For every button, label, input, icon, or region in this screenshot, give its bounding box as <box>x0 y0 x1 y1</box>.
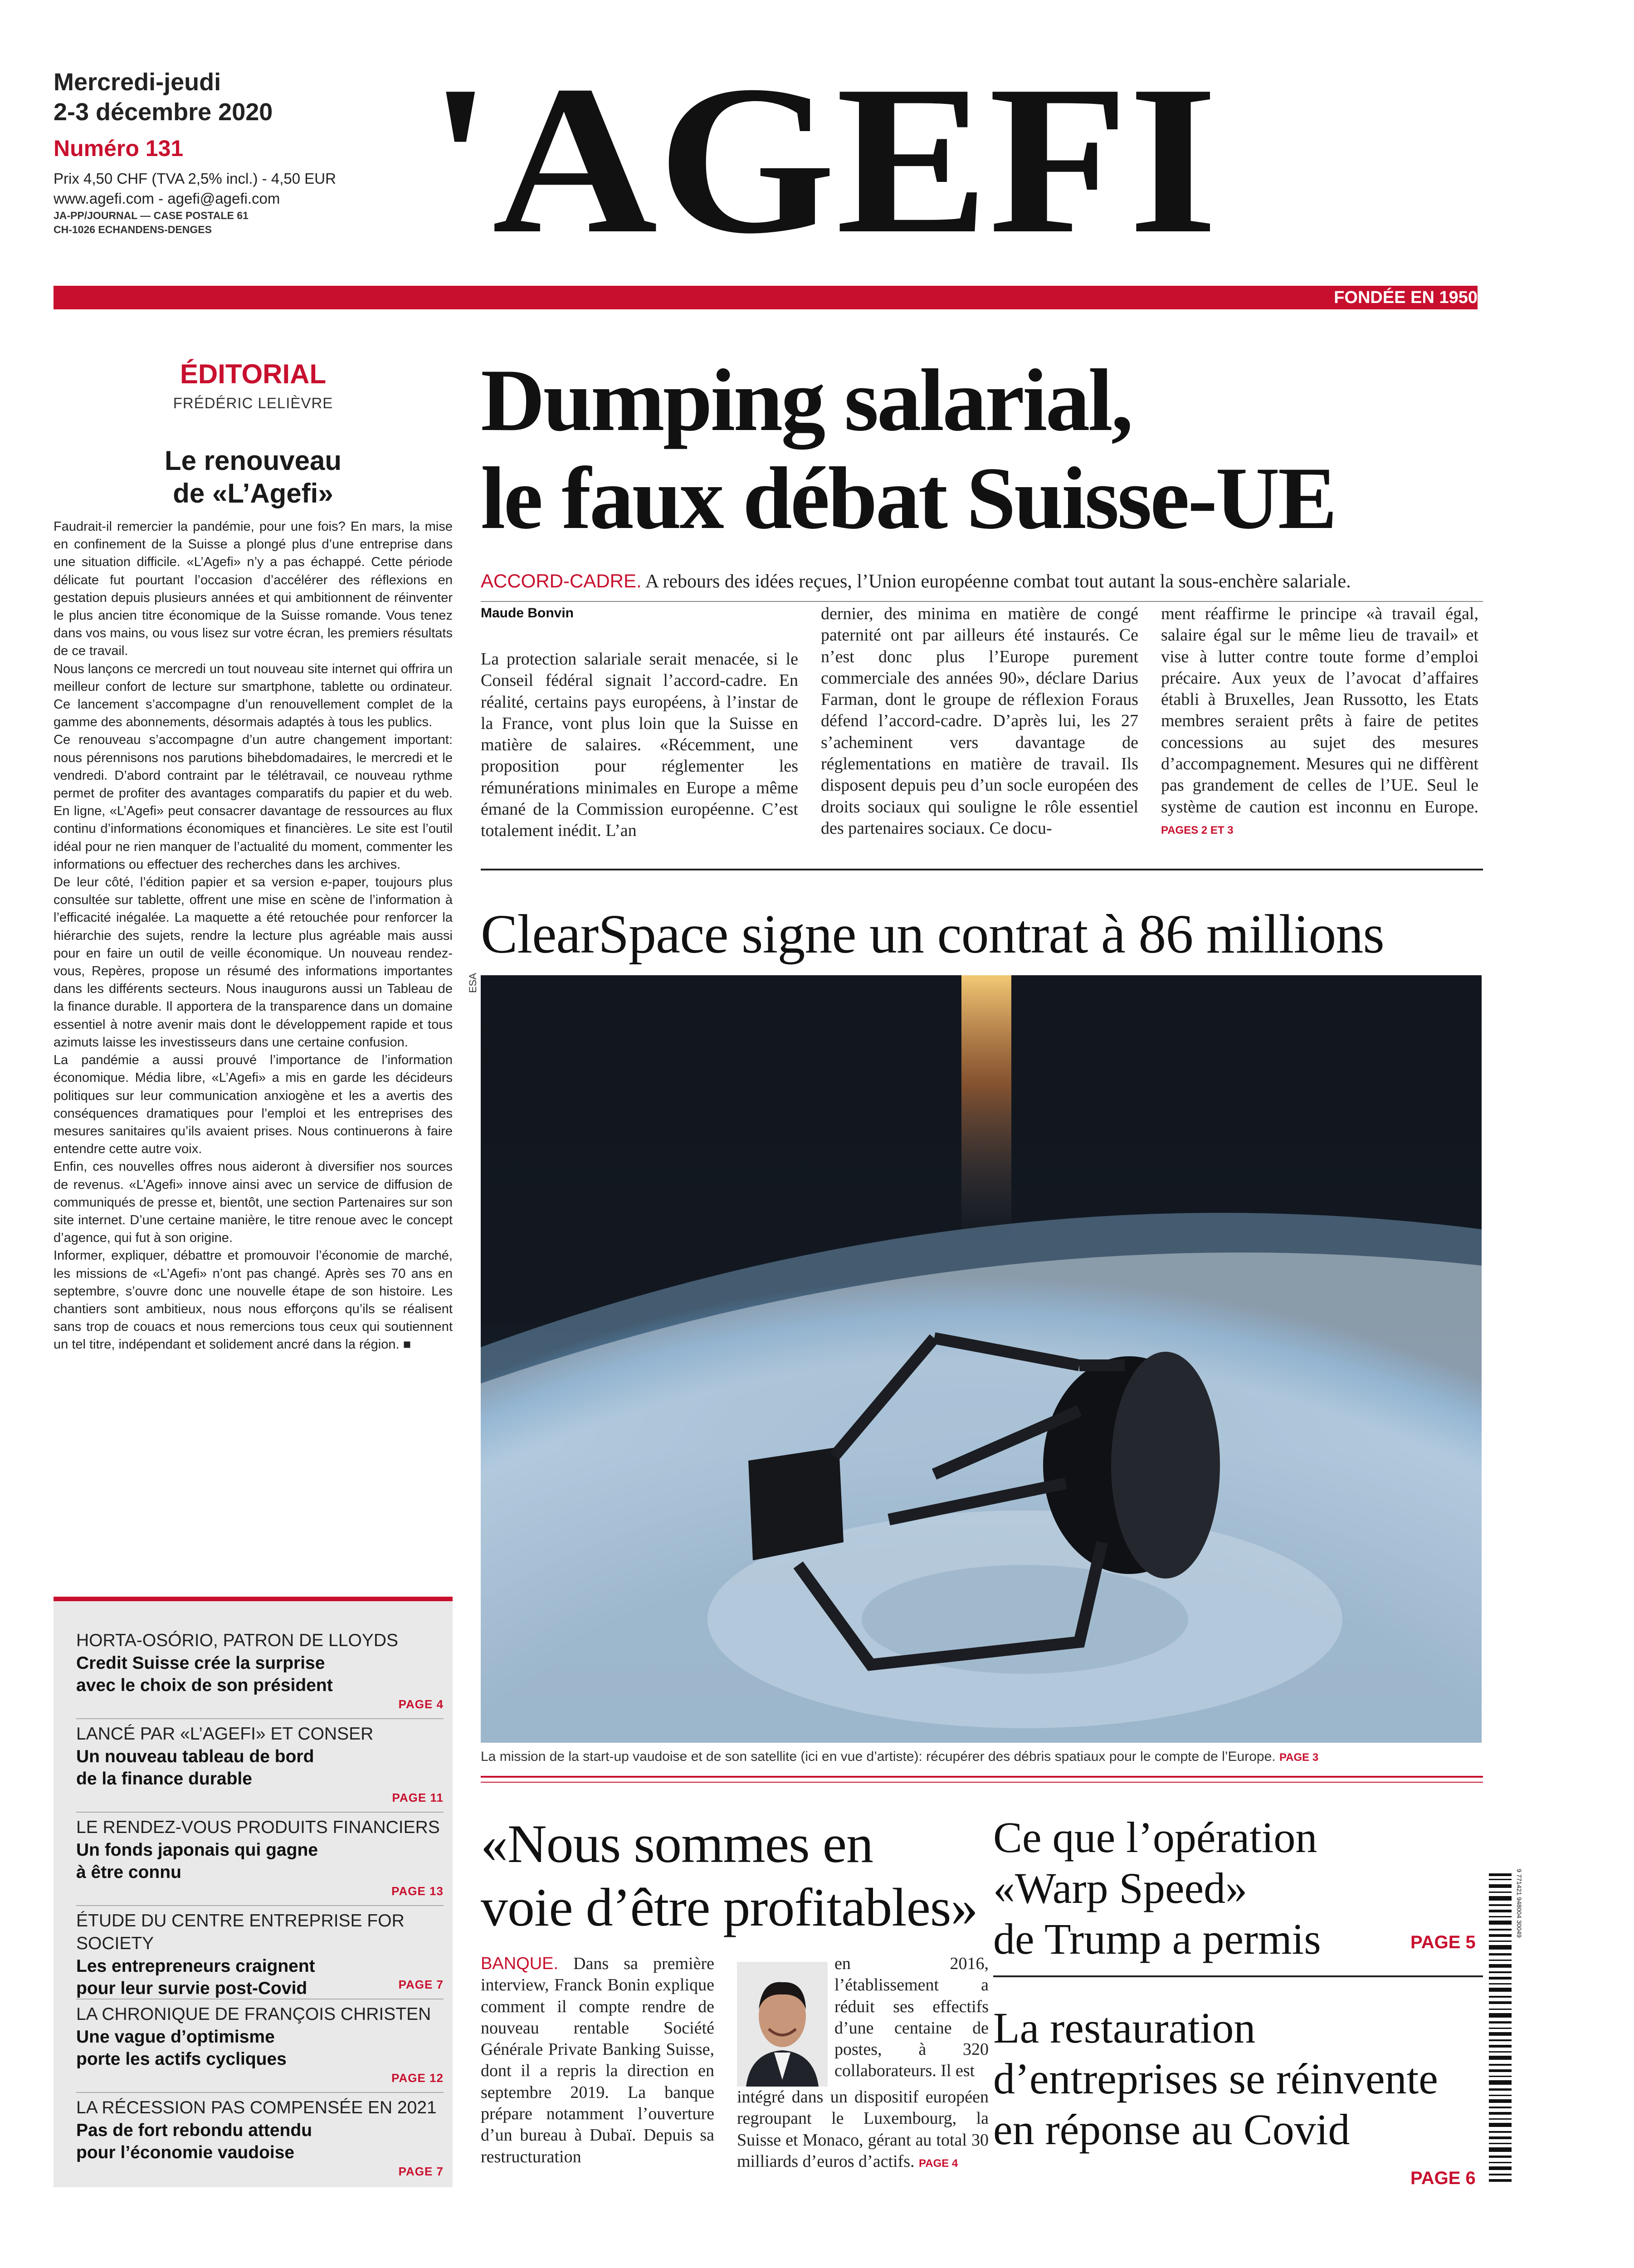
interview-headline[interactable] <box>481 1812 989 1939</box>
teaser-title: pour l’économie vaudoise <box>76 2143 295 2162</box>
teaser-page-ref[interactable]: PAGE 7 <box>398 2165 444 2178</box>
lead-kicker: ACCORD-CADRE. <box>481 570 642 591</box>
teaser-item[interactable] <box>76 1629 444 1711</box>
postal-line-1: JA-PP/JOURNAL — CASE POSTALE 61 <box>54 210 249 221</box>
editorial-paragraph: Enfin, ces nouvelles offres nous aideront à diversifier nos sources de revenus. «L’Agefi» innove ainsi avec un service de diffusion de communiqués de presse et, bientôt, une section Partenaires sur son site internet. D’une certaine manière, le titre renoue avec le concept d’agence, qui fut à son origine. <box>54 1159 453 1246</box>
lead-column-3 <box>1161 603 1478 837</box>
teaser-item[interactable] <box>76 2003 444 2085</box>
interview-text-2: intégré dans un dispositif européen regroupant le Luxembourg, la Suisse et Monaco, gérant au total 30 milliards d’euros d’actifs. <box>737 2087 989 2171</box>
editorial-paragraph: De leur côté, l’édition papier et sa version e-paper, toujours plus consultée sur tablette, offrent une mise en scène de l’information à l’efficacité inégalée. La maquette a été retouchée pour renforcer la hiérarchie des sujets, rendre la lecture plus agréable mais aussi pour en faire un outil de veille économique. Un nouveau rendez-vous, Repères, propose un résumé des informations importantes dans les différents secteurs. Nous inaugurons aussi un Tableau de la finance durable. Il apportera de la transparence dans un domaine essentiel à notre avenir mais dont le développement rapide et tous azimuts laisse les investisseurs dans une certaine confusion. <box>54 875 453 1050</box>
date-line-1: Mercredi-jeudi <box>54 68 221 96</box>
restauration-line-3: en réponse au Covid <box>993 2105 1350 2154</box>
teaser-title: à être connu <box>76 1862 181 1882</box>
barcode <box>1489 1864 1523 2191</box>
restauration-page-ref[interactable]: PAGE 6 <box>1410 2168 1476 2188</box>
postal-info <box>54 209 249 237</box>
logo-text: 'AGEFI <box>429 41 1218 278</box>
sun-beam <box>961 975 1011 1247</box>
section-divider <box>481 869 1483 870</box>
warp-speed-headline[interactable] <box>993 1812 1469 1965</box>
lead-standfirst-text: A rebours des idées reçues, l’Union européenne combat tout autant la sous-enchère salariale. <box>641 571 1351 592</box>
teaser-page-ref[interactable]: PAGE 4 <box>398 1697 444 1711</box>
teaser-title: Un nouveau tableau de bord <box>76 1747 314 1766</box>
teaser-item[interactable] <box>76 2097 444 2178</box>
interview-page-ref[interactable]: PAGE 4 <box>919 2157 958 2170</box>
lead-headline-line-2: le faux débat Suisse-UE <box>481 449 1336 547</box>
teaser-title: Les entrepreneurs craignent <box>76 1956 315 1976</box>
teaser-title: pour leur survie post-Covid <box>76 1979 307 1998</box>
lead-column-3-text: ment réaffirme le principe «à travail égal, salaire égal sur le même lieu de travail» et vise à lutter contre toute forme d’emploi précaire. Aux yeux de l’avocat d’affaires établi à Bruxelles, Jean Russotto, les Etats membres seraient prêts à faire de petites concessions au sujet des mesures d’accompagnement. Mesures qui ne diffèrent pas grandement de celles de l’UE. Seul le système de caution est inconnu en Europe. <box>1161 604 1478 816</box>
editorial-title-line-2: de «L’Agefi» <box>173 478 333 508</box>
teaser-item[interactable] <box>76 1816 444 1898</box>
barcode-digits: 9 771421 948004 30049 <box>1516 1869 1523 1938</box>
restauration-headline[interactable] <box>993 2003 1488 2155</box>
section-divider-red-thin <box>481 1782 1483 1783</box>
teaser-kicker: HORTA-OSÓRIO, PATRON DE LLOYDS <box>76 1631 399 1650</box>
edition-date <box>54 67 273 127</box>
postal-line-2: CH-1026 ECHANDENS-DENGES <box>54 224 212 235</box>
teaser-kicker: LE RENDEZ-VOUS PRODUITS FINANCIERS <box>76 1818 440 1837</box>
editorial-paragraph: Faudrait-il remercier la pandémie, pour une fois? En mars, la mise en confinement de la Suisse a plongé plus d’une entreprise dans une situation difficile. «L’Agefi» n’y a pas échappé. Cette période délicate fut pourtant l’occasion d’accélérer des réflexions en gestation depuis plusieurs années et qui ambitionnent de réinventer le plus ancien titre économique de la Suisse romande. Vous tenez dans vos mains, ou vous lisez sur votre écran, les premiers résultats de ce travail. <box>54 519 453 659</box>
photo-credit: ESA <box>467 973 478 993</box>
lead-headline[interactable] <box>481 352 1483 547</box>
lead-column-1: La protection salariale serait menacée, si le Conseil fédéral signait l’accord-cadre. En réalité, certains pays européens, à l’instar de la France, vont plus loin que la Suisse en matière de salaires. «Récemment, une proposition pour réglementer les rémunérations minimales en Europe a même émané de la Commission européenne. C’est totalement inédit. L’an <box>481 650 798 841</box>
teaser-kicker: ÉTUDE DU CENTRE ENTREPRISE FOR SOCIETY <box>76 1911 405 1953</box>
price-line: Prix 4,50 CHF (TVA 2,5% incl.) - 4,50 EUR <box>54 170 336 187</box>
lead-pages-ref[interactable]: PAGES 2 ET 3 <box>1161 824 1234 836</box>
warp-speed-line-3: de Trump a permis <box>993 1915 1321 1963</box>
teaser-box <box>54 1597 453 2187</box>
price-and-contact <box>54 169 336 209</box>
interview-kicker: BANQUE. <box>481 1954 559 1973</box>
date-line-2: 2-3 décembre 2020 <box>54 98 273 126</box>
editorial-paragraph: Nous lançons ce mercredi un tout nouveau site internet qui offrira un meilleur confort de lecture sur smartphone, tablette ou ordinateur. Ce lancement s’accompagne d’un renouvellement complet de la gamme des abonnements, désormais adaptés à tous les publics. <box>54 661 453 730</box>
teaser-page-ref[interactable]: PAGE 11 <box>392 1791 444 1804</box>
warp-speed-line-1: Ce que l’opération <box>993 1813 1317 1862</box>
warp-speed-page-ref[interactable]: PAGE 5 <box>1410 1932 1476 1952</box>
teaser-title: porte les actifs cycliques <box>76 2049 287 2069</box>
teaser-title: avec le choix de son président <box>76 1676 333 1695</box>
editorial-paragraph: La pandémie a aussi prouvé l’importance de l’information économique. Média libre, «L’Agefi» a mis en garde les décideurs politiques sur leur communication anxiogène et les a avertis des conséquences dramatiques pour l’emploi et les entreprises des mesures sanitaires qu’ils avaient prises. Nous continuerons à faire entendre cette autre voix. <box>54 1053 453 1157</box>
teaser-item[interactable] <box>76 1723 444 1804</box>
editorial-author: FRÉDÉRIC LELIÈVRE <box>173 395 333 411</box>
teaser-title: Pas de fort rebondu attendu <box>76 2121 312 2140</box>
lead-column-2: dernier, des minima en matière de congé paternité ont par ailleurs été instaurés. Ce n’est donc plus l’Europe purement commerciale des années 90», déclare Darius Farman, dont le groupe de réflexion Foraus défend l’accord-cadre. D’après lui, les 27 s’acheminent vers davantage de réglementations en matière de travail. Ils disposent depuis peu d’un socle européen des droits sociaux qui souligne le rôle essentiel des partenaires sociaux. Ce docu- <box>821 604 1138 838</box>
teaser-title: Un fonds japonais qui gagne <box>76 1840 318 1860</box>
restauration-line-2: d’entreprises se réinvente <box>993 2054 1438 2103</box>
teaser-page-ref[interactable]: PAGE 7 <box>398 1978 444 1991</box>
interview-headline-line-2: voie d’être profitables» <box>481 1877 978 1937</box>
agefi-logo[interactable] <box>422 41 1224 278</box>
restauration-line-1: La restauration <box>993 2004 1256 2052</box>
editorial-title-line-1: Le renouveau <box>164 445 342 476</box>
editorial-kicker: ÉDITORIAL <box>180 359 327 389</box>
satellite-ring <box>1111 1352 1220 1579</box>
teaser-divider <box>76 2092 444 2093</box>
teaser-page-ref[interactable]: PAGE 13 <box>391 1884 444 1898</box>
editorial-paragraph: Ce renouveau s’accompagne d’un autre changement important: nous pérennisons nos parutions bihebdomadaires, le mercredi et le vendredi. D’abord contraint par le télétravail, ce nouveau rythme permet de profiter des avantages comparatifs du papier et du web. En ligne, «L’Agefi» peut consacrer davantage de ressources au flux continu d’informations économiques et financières. Le site est l’outil idéal pour ne rien manquer de l’actualité du moment, commenter les informations ou effectuer des recherches dans les archives. <box>54 733 453 872</box>
space-headline[interactable]: ClearSpace signe un contrat à 86 millions <box>481 904 1384 965</box>
teaser-page-ref[interactable]: PAGE 12 <box>391 2071 444 2085</box>
editorial-body <box>54 518 453 1564</box>
founded-label: FONDÉE EN 1950 <box>1334 288 1478 307</box>
franck-bonin-portrait <box>737 1962 828 2087</box>
caption-page-ref[interactable]: PAGE 3 <box>1279 1751 1319 1764</box>
teaser-divider <box>76 1812 444 1813</box>
lead-headline-line-1: Dumping salarial, <box>481 351 1132 450</box>
interview-headline-line-1: «Nous sommes en <box>481 1813 873 1874</box>
editorial-paragraph: Informer, expliquer, débattre et promouvoir l’économie de marché, les missions de «L’Agefi» n’ont pas changé. Après ses 70 ans en septembre, s’ouvre donc une nouvelle étape de son histoire. Les chantiers sont ambitieux, nous nous efforçons qu’ils se réalisent sans trop de couacs et nous remercions tous ceux qui soutiennent un tel titre, indépendant et solidement ancré dans la région. ■ <box>54 1248 453 1352</box>
lead-divider <box>481 601 1483 602</box>
clearspace-satellite-photo <box>481 975 1482 1743</box>
debris-object <box>748 1447 844 1560</box>
editorial-title[interactable] <box>54 445 453 510</box>
interview-text-1: Dans sa première interview, Franck Bonin explique comment il compte rendre de nouveau rentable Société Générale Private Banking Suisse, dont il a repris la direction en septembre 2019. La banque prépare notamment l’ouverture d’un bureau à Dubaï. Depuis sa restructuration <box>481 1954 714 2166</box>
interview-column-1 <box>481 1953 714 2185</box>
photo-caption <box>481 1749 1483 1765</box>
masthead-rule <box>54 286 1478 309</box>
teaser-kicker: LANCÉ PAR «L’AGEFI» ET CONSER <box>76 1724 374 1744</box>
teaser-divider <box>76 1905 444 1906</box>
teaser-kicker: LA CHRONIQUE DE FRANÇOIS CHRISTEN <box>76 2004 431 2024</box>
lead-standfirst <box>481 569 1483 593</box>
caption-text: La mission de la start-up vaudoise et de son satellite (ici en vue d’artiste): récupérer des débris spatiaux pour le compte de l’Europe. <box>481 1749 1276 1764</box>
teaser-divider <box>76 1718 444 1719</box>
interview-column-2-bottom <box>737 2087 989 2185</box>
teaser-title: de la finance durable <box>76 1769 252 1789</box>
web-line: www.agefi.com - agefi@agefi.com <box>54 190 280 207</box>
teaser-title: Une vague d’optimisme <box>76 2027 275 2047</box>
right-divider <box>993 1975 1483 1977</box>
issue-number: Numéro 131 <box>54 136 184 161</box>
teaser-kicker: LA RÉCESSION PAS COMPENSÉE EN 2021 <box>76 2098 437 2117</box>
section-divider-red <box>481 1776 1483 1778</box>
warp-speed-line-2: «Warp Speed» <box>993 1864 1248 1912</box>
teaser-title: Credit Suisse crée la surprise <box>76 1653 325 1673</box>
teaser-item[interactable] <box>76 1910 444 1999</box>
interview-column-2-top: en 2016, l’établissement a réduit ses effectifs d’une centaine de postes, à 320 collaborateurs. Il est <box>834 1954 989 2081</box>
lead-byline: Maude Bonvin <box>481 606 574 621</box>
